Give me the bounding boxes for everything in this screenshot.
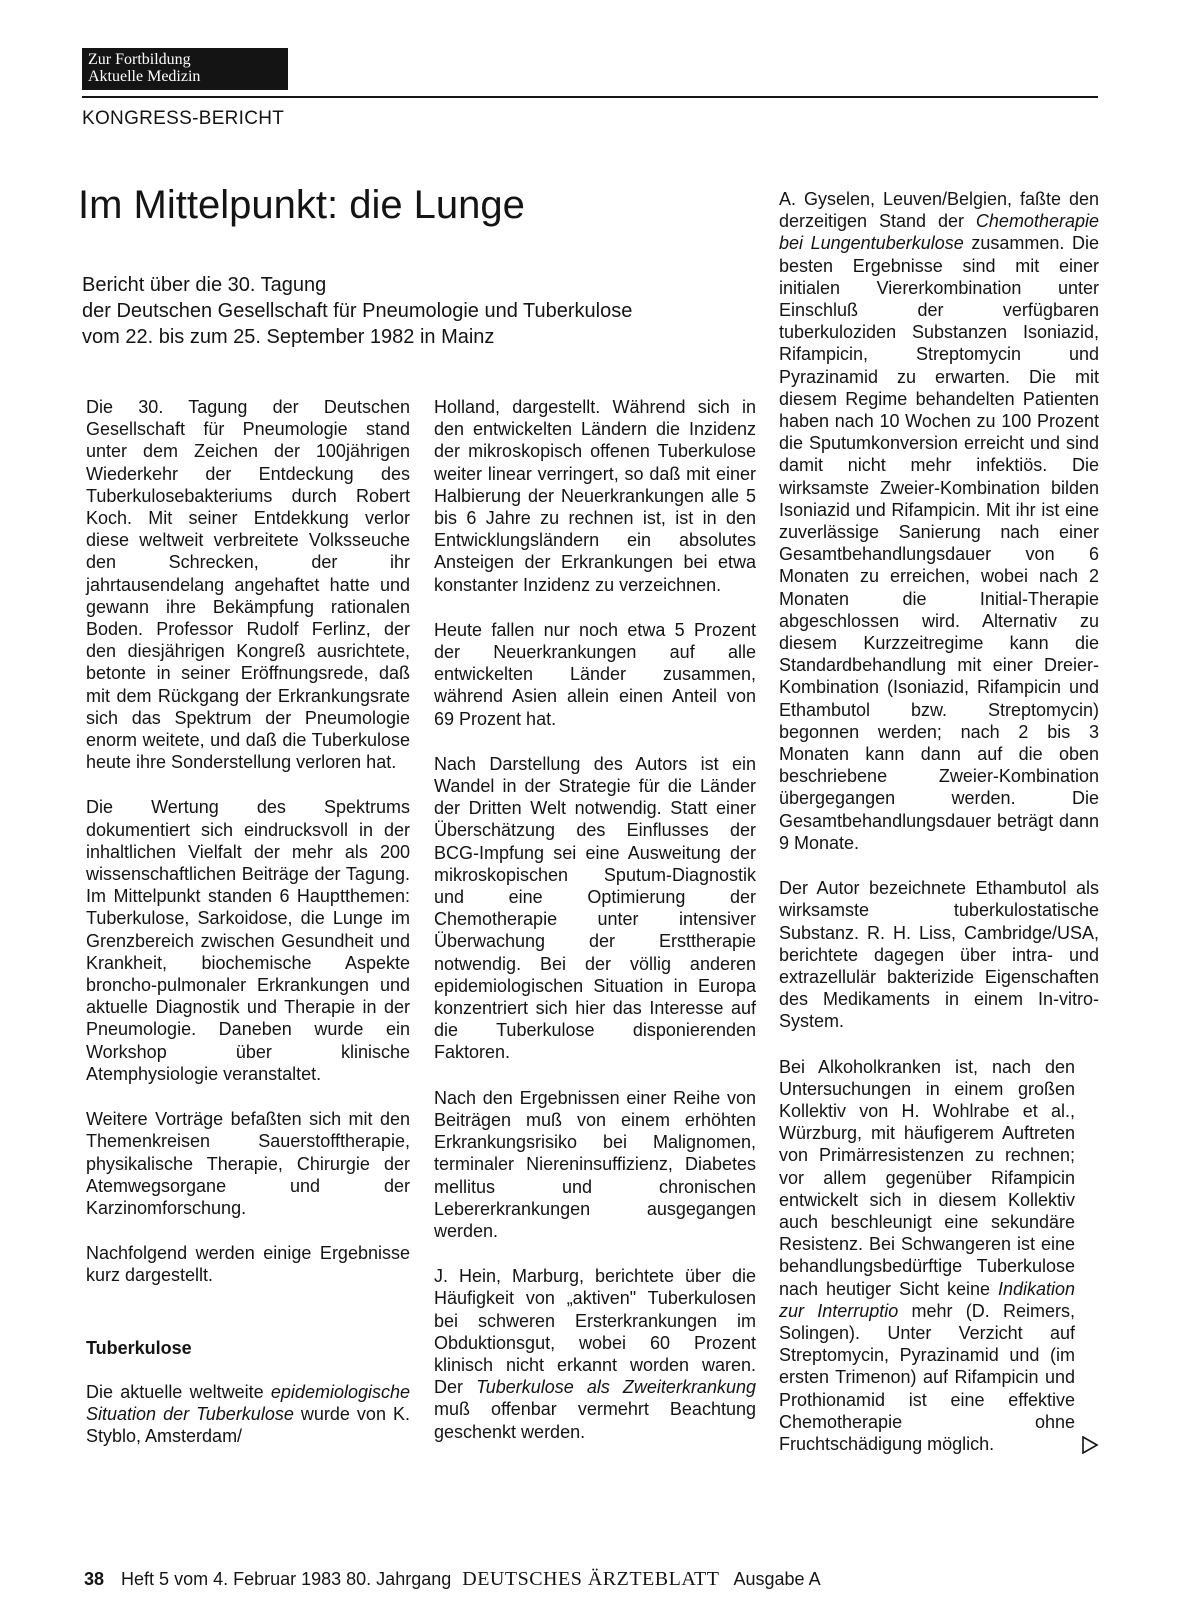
top-rule: [82, 96, 1098, 98]
section-header-box: [82, 48, 288, 90]
continue-arrow-icon: [1081, 1436, 1099, 1454]
paragraph: Die Wertung des Spektrums dokumentiert sich eindrucksvoll in der inhaltlichen Vielfalt der mehr als 200 wissenschaftlichen Beiträge der Tagung. Im Mittelpunkt standen 6 Hauptthemen: Tuberkulose, Sarkoidose, die Lunge im Grenzbereich zwischen Gesundheit und Krankheit, biochemische Aspekte broncho-pulmonaler Erkrankungen und aktuelle Diagnostik und Therapie in der Pneumologie. Daneben wurde ein Workshop über klinische Atemphysiologie veranstaltet.: [86, 797, 410, 1084]
article-title: Im Mittelpunkt: die Lunge: [78, 183, 525, 227]
paragraph: Die 30. Tagung der Deutschen Gesellschaft für Pneumologie stand unter dem Zeichen der 100jährigen Wiederkehr der Entdeckung des Tuberkulosebakteriums durch Robert Koch. Mit seiner Entdekkung verlor diese weltweit verbreitete Volksseuche den Schrecken, der ihr jahrtausendelang angehaftet hatte und gewann ihre Bekämpfung rationalen Boden. Professor Rudolf Ferlinz, der den diesjährigen Kongreß ausrichtete, betonte in seiner Eröffnungsrede, daß mit dem Rückgang der Erkrankungsrate sich das Spektrum der Pneumologie enorm weitete, und daß die Tuberkulose heute ihre Sonderstellung verloren hat.: [86, 397, 410, 773]
journal-name: DEUTSCHES ÄRZTEBLATT: [462, 1568, 720, 1590]
paragraph: Der Autor bezeichnete Ethambutol als wirksamste tuberkulostatische Substanz. R. H. Liss, Cambridge/USA, berichtete dagegen über intra- und extrazellulär bakterizide Eigenschaften des Medikaments in einem In-vitro-System.: [779, 878, 1099, 1032]
paragraph: Holland, dargestellt. Während sich in den entwickelten Ländern die Inzidenz der mikroskopisch offenen Tuberkulose weiter linear verringert, so daß mit einer Halbierung der Neuerkrankungen alle 5 bis 6 Jahre zu rechnen ist, ist in den Entwicklungsländern ein absolutes Ansteigen der Erkrankungen bei etwa konstanter Inzidenz zu verzeichnen.: [434, 397, 756, 595]
subtitle-line-3: vom 22. bis zum 25. September 1982 in Mainz: [82, 326, 495, 348]
header-box-line-2: Aktuelle Medizin: [88, 68, 201, 85]
subtitle-line-1: Bericht über die 30. Tagung: [82, 274, 327, 296]
issue-info: Heft 5 vom 4. Februar 1983 80. Jahrgang: [121, 1569, 452, 1589]
paragraph: J. Hein, Marburg, berichtete über die Häufigkeit von „aktiven" Tuberkulosen bei schweren Ersterkrankungen im Obduktionsgut, wobei 60 Prozent klinisch nicht erkannt worden waren. Der Tuberkulose als Zweiterkrankung muß offenbar vermehrt Beachtung geschenkt werden.: [434, 1266, 756, 1442]
text-column-2: [434, 396, 756, 1443]
section-label: KONGRESS-BERICHT: [82, 108, 285, 129]
text-column-3: [779, 188, 1099, 1455]
paragraph: Nach Darstellung des Autors ist ein Wandel in der Strategie für die Länder der Dritten Welt notwendig. Statt einer Überschätzung des Einflusses der BCG-Impfung sei eine Ausweitung der mikroskopischen Sputum-Diagnostik und eine Optimierung der Chemotherapie unter intensiver Überwachung der Ersttherapie notwendig. Bei der völlig anderen epidemiologischen Situation in Europa konzentriert sich hier das Interesse auf die Tuberkulose disponierenden Faktoren.: [434, 753, 756, 1063]
page-number: 38: [84, 1569, 105, 1589]
paragraph: Die aktuelle weltweite epidemiologische Situation der Tuberkulose wurde von K. Styblo, Amsterdam/: [86, 1381, 410, 1446]
paragraph: Nach den Ergebnissen einer Reihe von Beiträgen muß von einem erhöhten Erkrankungsrisiko bei Malignomen, terminaler Niereninsuffizienz, Diabetes mellitus und chronischen Lebererkrankungen ausgegangen werden.: [434, 1087, 756, 1241]
text-column-1: [86, 396, 410, 1447]
header-box-line-1: Zur Fortbildung: [88, 51, 191, 68]
edition: Ausgabe A: [733, 1569, 821, 1589]
paragraph: Weitere Vorträge befaßten sich mit den Themenkreisen Sauerstofftherapie, physikalische Therapie, Chirurgie der Atemwegsorgane und der Karzinomforschung.: [86, 1109, 410, 1218]
subtitle-line-2: der Deutschen Gesellschaft für Pneumologie und Tuberkulose: [82, 300, 633, 322]
paragraph: A. Gyselen, Leuven/Belgien, faßte den derzeitigen Stand der Chemotherapie bei Lungentuberkulose zusammen. Die besten Ergebnisse sind mit einer initialen Viererkombination unter Einschluß der verfügbaren tuberkuloziden Substanzen Isoniazid, Rifampicin, Streptomycin und Pyrazinamid zu erwarten. Die mit diesem Regime behandelten Patienten haben nach 10 Wochen zu 100 Prozent die Sputumkonversion erreicht und sind damit nicht mehr infektiös. Die wirksamste Zweier-Kombination bilden Isoniazid und Rifampicin. Mit ihr ist eine zuverlässige Sanierung nach einer Gesamtbehandlungsdauer von 6 Monaten zu erreichen, wobei nach 2 Monaten die Initial-Therapie abgeschlossen wird. Alternativ zu diesem Kurzzeitregime kann die Standardbehandlung mit einer Dreier-Kombination (Isoniazid, Rifampicin und Ethambutol bzw. Streptomycin) begonnen werden; nach 2 bis 3 Monaten kann dann auf die oben beschriebene Zweier-Kombination übergegangen werden. Die Gesamtbehandlungsdauer beträgt dann 9 Monate.: [779, 189, 1099, 853]
page-footer: [84, 1568, 821, 1591]
paragraph: Bei Alkoholkranken ist, nach den Untersuchungen in einem großen Kollektiv von H. Wohlrabe et al., Würzburg, mit häufigerem Auftreten von Primärresistenzen zu rechnen; vor allem gegenüber Rifampicin entwickelt sich in diesem Kollektiv auch beschleunigt eine sekundäre Resistenz. Bei Schwangeren ist eine behandlungsbedürftige Tuberkulose nach heutiger Sicht keine Indikation zur Interruptio mehr (D. Reimers, Solingen). Unter Verzicht auf Streptomycin, Pyrazinamid und (im ersten Trimenon) auf Rifampicin und Prothionamid ist eine effektive Chemotherapie ohne Fruchtschädigung möglich.: [779, 1056, 1099, 1456]
paragraph: Heute fallen nur noch etwa 5 Prozent der Neuerkrankungen auf alle entwickelten Länder zusammen, während Asien allein einen Anteil von 69 Prozent hat.: [434, 619, 756, 729]
paragraph: Nachfolgend werden einige Ergebnisse kurz dargestellt.: [86, 1243, 410, 1286]
article-subtitle: [82, 272, 632, 350]
section-heading: Tuberkulose: [86, 1337, 192, 1358]
